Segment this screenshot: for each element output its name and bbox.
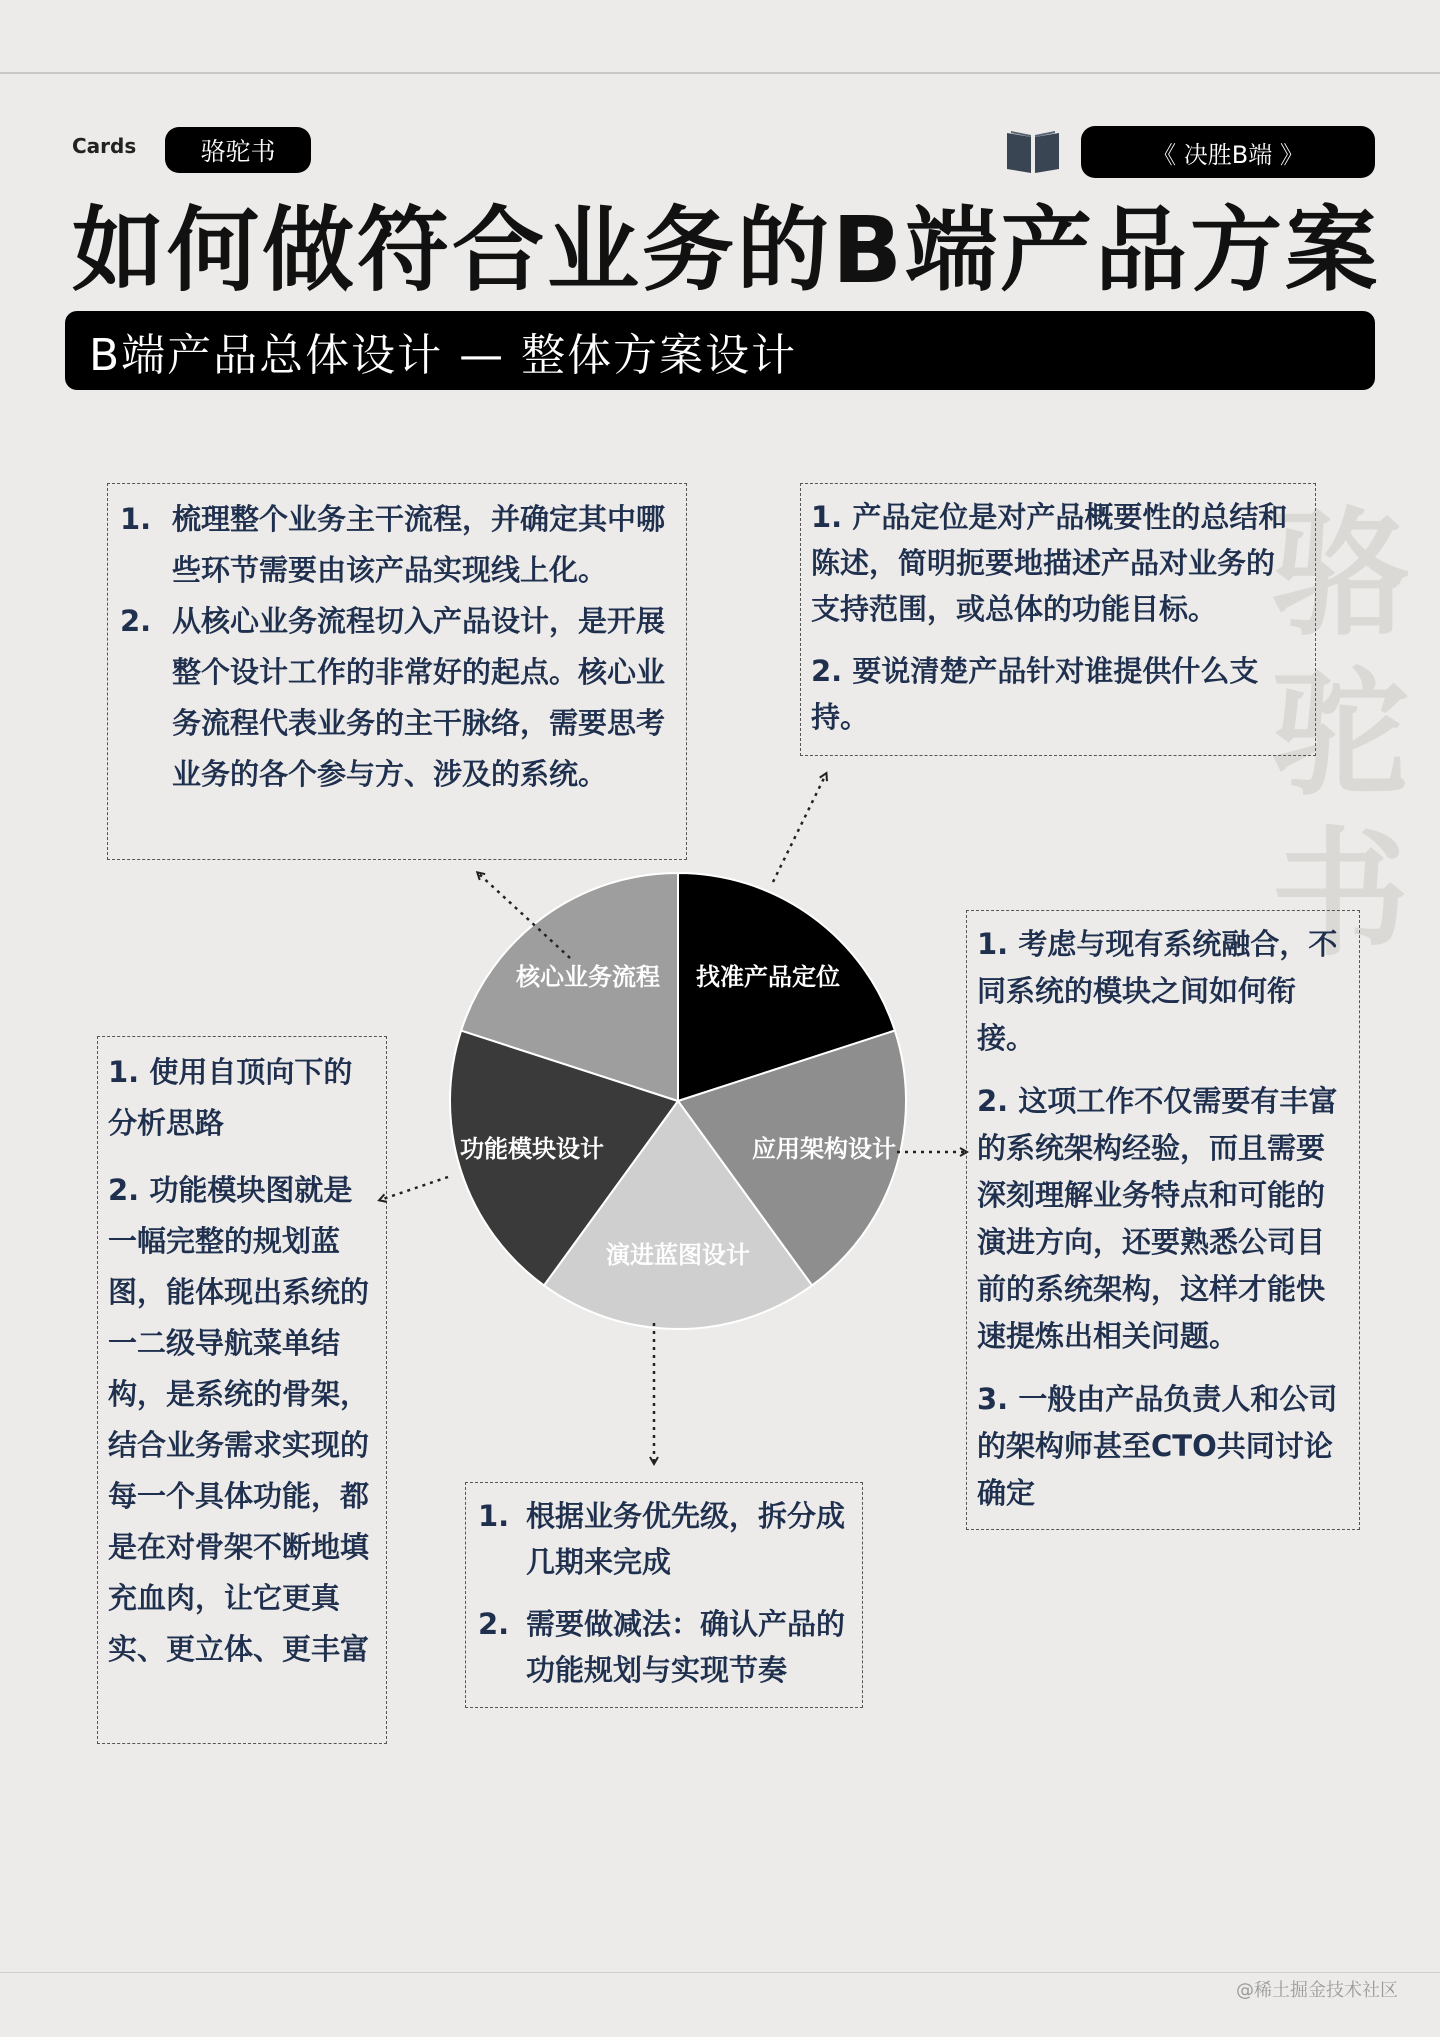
cards-label: Cards <box>72 134 137 158</box>
source-credit: @稀土掘金技术社区 <box>1236 1980 1398 2001</box>
pie-label-product-positioning: 找准产品定位 <box>696 963 840 991</box>
author-pill: 骆驼书 <box>165 127 311 173</box>
list-item: 3. 一般由产品负责人和公司的架构师甚至CTO共同讨论确定 <box>977 1382 1338 1510</box>
pie-label-function-module: 功能模块设计 <box>460 1135 604 1163</box>
page-title: 如何做符合业务的B端产品方案 <box>72 197 1381 304</box>
list-item: 1. 根据业务优先级，拆分成几期来完成 <box>478 1499 846 1579</box>
list-item: 2. 要说清楚产品针对谁提供什么支持。 <box>811 654 1259 734</box>
watermark: 骆驼书 <box>1270 494 1409 975</box>
list-item: 2. 从核心业务流程切入产品设计，是开展整个设计工作的非常好的起点。核心业务流程代表业务的主干脉络，需要思考业务的各个参与方、涉及的系统。 <box>120 604 666 791</box>
list-item: 1. 使用自顶向下的分析思路 <box>108 1055 353 1140</box>
list-item: 1. 考虑与现有系统融合，不同系统的模块之间如何衔接。 <box>977 927 1338 1055</box>
arrow-to-function-notes <box>380 1177 448 1200</box>
list-item: 1. 梳理整个业务主干流程，并确定其中哪些环节需要由该产品实现线上化。 <box>120 502 666 587</box>
pie-label-core-process: 核心业务流程 <box>516 963 660 991</box>
pie-label-evolution-blueprint: 演进蓝图设计 <box>606 1241 750 1269</box>
series-pill: 《 决胜B端 》 <box>1081 126 1375 178</box>
list-item: 2. 需要做减法：确认产品的功能规划与实现节奏 <box>478 1607 846 1687</box>
list-item: 2. 这项工作不仅需要有丰富的系统架构经验，而且需要深刻理解业务特点和可能的演进方向，还要熟悉公司目前的系统架构，这样才能快速提炼出相关问题。 <box>977 1084 1338 1353</box>
pie-label-application-architecture: 应用架构设计 <box>752 1135 896 1163</box>
subtitle-text: B端产品总体设计 — 整体方案设计 <box>89 329 798 381</box>
arrow-to-positioning-notes <box>773 774 826 882</box>
list-item: 2. 功能模块图就是一幅完整的规划蓝图，能体现出系统的一二级导航菜单结构，是系统的骨架，结合业务需求实现的每一个具体功能，都是在对骨架不断地填充血肉，让它更真实、更立体、更丰富 <box>108 1173 370 1666</box>
list-item: 1. 产品定位是对产品概要性的总结和陈述，简明扼要地描述产品对业务的支持范围，或总体的功能目标。 <box>811 500 1288 626</box>
bottom-divider <box>0 1972 1440 1973</box>
